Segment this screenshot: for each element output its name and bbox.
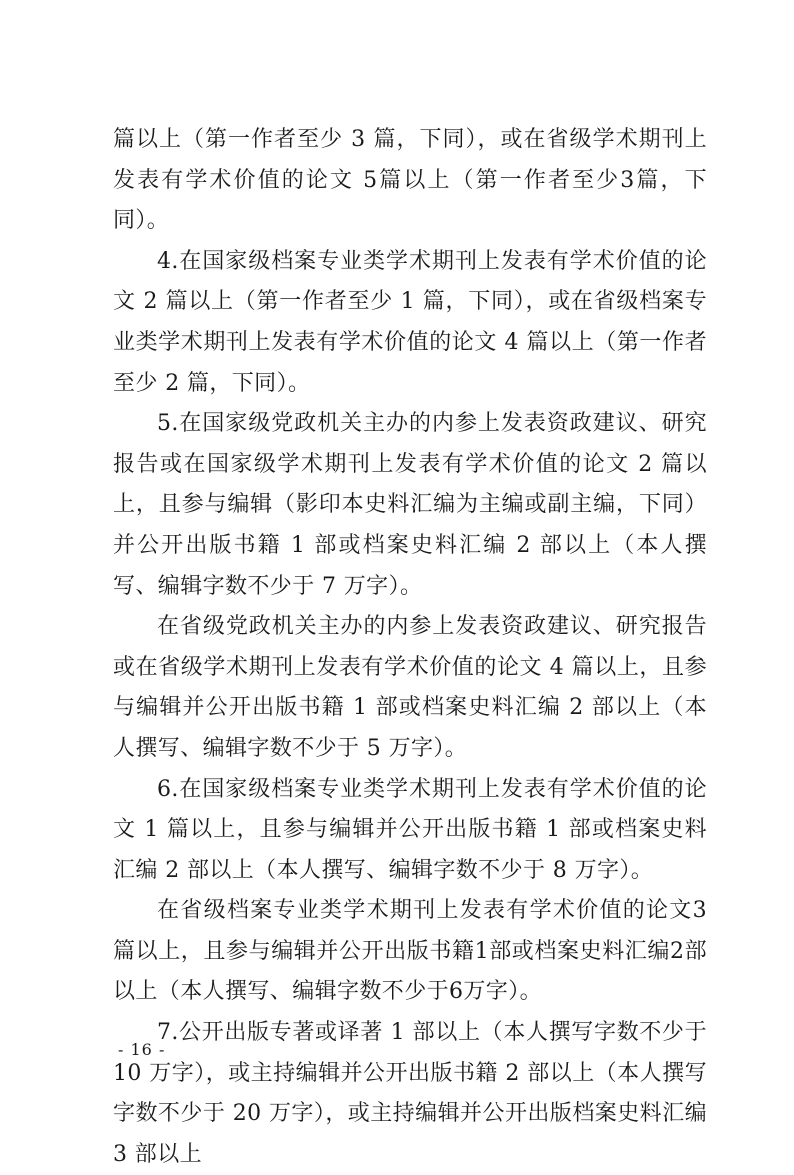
paragraph-item-6-provincial: 在省级档案专业类学术期刊上发表有学术价值的论文3篇以上，且参与编辑并公开出版书籍1部或档案史料汇编2部以上（本人撰写、编辑字数不少于6万字）。 [113, 898, 707, 1005]
paragraph-item-6: 6.在国家级档案专业类学术期刊上发表有学术价值的论文 1 篇以上，且参与编辑并公开出版书籍 1 部或档案史料汇编 2 部以上（本人撰写、编辑字数不少于 8 万字）。 [113, 776, 707, 883]
page-number: - 16 - [118, 1040, 166, 1059]
paragraph-item-5: 5.在国家级党政机关主办的内参上发表资政建议、研究报告或在国家级学术期刊上发表有学术价值的论文 2 篇以上，且参与编辑（影印本史料汇编为主编或副主编，下同）并公开出版书籍 1 部或档案史料汇编 2 部以上（本人撰写、编辑字数不少于 7 万字）。 [113, 411, 707, 599]
body-text [113, 120, 707, 1175]
paragraph-item-7: 7.公开出版专著或译著 1 部以上（本人撰写字数不少于 10 万字），或主持编辑并公开出版书籍 2 部以上（本人撰写字数不少于 20 万字），或主持编辑并公开出版档案史料汇编 3 部以上 [113, 1020, 707, 1167]
paragraph-item-4: 4.在国家级档案专业类学术期刊上发表有学术价值的论文 2 篇以上（第一作者至少 1 篇，下同），或在省级档案专业类学术期刊上发表有学术价值的论文 4 篇以上（第一作者至少 2 篇，下同）。 [113, 248, 707, 396]
paragraph-continuation: 篇以上（第一作者至少 3 篇，下同），或在省级学术期刊上发表有学术价值的论文 5篇以上（第一作者至少3篇，下同）。 [113, 127, 707, 234]
paragraph-item-5-provincial: 在省级党政机关主办的内参上发表资政建议、研究报告或在省级学术期刊上发表有学术价值的论文 4 篇以上，且参与编辑并公开出版书籍 1 部或档案史料汇编 2 部以上（本人撰写、编辑字数不少于 5 万字）。 [113, 614, 707, 761]
